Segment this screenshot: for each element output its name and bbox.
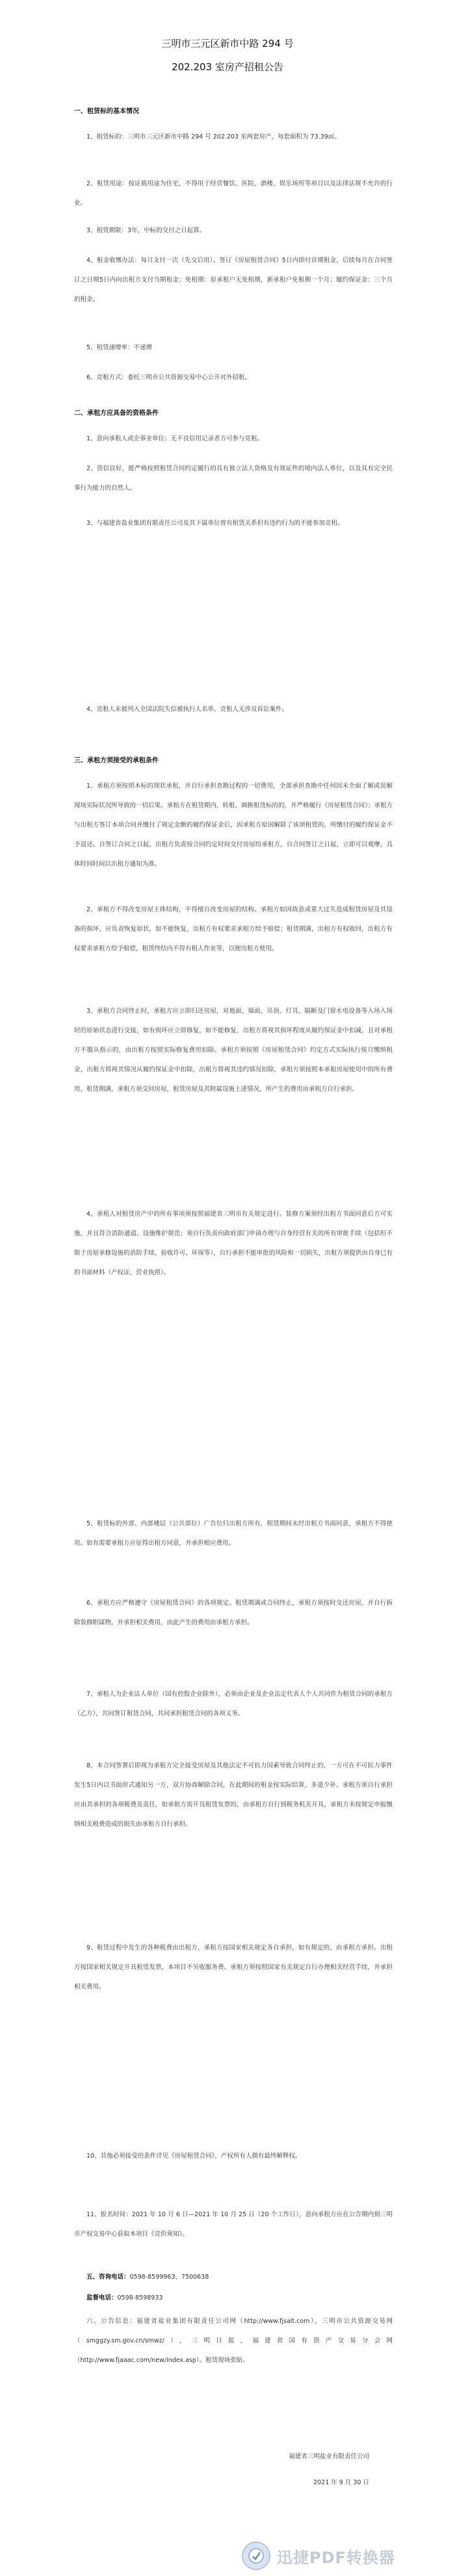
section-3-item: 5、租赁标的外部、内部楼层（公共部位）广告位归出租方所有，租赁期间未经出租方书面同意，承租方不得使用。如有需要承租方应征得出租方同意，并承担相应费用。 <box>74 1520 393 1547</box>
section-3-item: 4、承租人对租赁房产中的所有事项须按照福建省三明市有关规定进行。装修方案须经出租方书面同意后方可实施，并且符合消防通道、设施维护规范；须自行负责向政府部门申请办理与自身经营有关的所有审批手续（包括但不限于房屋承修设施的消防手续、验收许可、环保等），自行承担不能审批的风险和一切损失，出租方须提供由自身已有的书面材料（产权证、营业执照）。 <box>74 1211 393 1276</box>
consult-phone-value: 0598-8599963、7500638 <box>129 2274 209 2281</box>
issue-date: 2021 年 9 月 30 日 <box>313 2479 369 2486</box>
section-4-item: 11、报名时间：2021 年 10 月 6 日—2021 年 10 月 25 日（20 个工作日），意向承租方应在公告期内到三明市产权交易中心获取本项目《竞价须知》。 <box>74 2211 393 2238</box>
section-2-item: 3、与福建省盐业集团有限责任公司及其下属单位曾有租赁关系但有违约行为的不能参加竞租。 <box>86 520 344 527</box>
section-2-item: 1、意向承租人或企事业单位；无不良信用记录者方可参与竞租。 <box>86 435 264 442</box>
section-3-heading: 三、承租方须接受的承租条件 <box>74 757 159 764</box>
supervise-phone-label: 监督电话： <box>86 2294 118 2301</box>
section-1-item: 5、租赁递增率：不递增 <box>86 344 153 351</box>
section-6-notice: 六、公告信息：福建省盐业集团有限责任公司网（http://www.fjsalt.com），三明市公共资源交易网（smggzy.sm.gov.cn/smwz/），三明日报，福建省国有资产交易分会网（http://www.fjaaac.com/new/index.asp）。租赁现场张贴。 <box>74 2318 393 2364</box>
section-3-item: 2、承租方不得改变房屋主体结构，不得擅自改变房屋的结构。承租方如因故意或重大过失造成租赁房屋及其设备的损坏，应负责恢复原状，如不能恢复，出租方有权要求承租方给予赔偿；租赁期满，出租方有权收回，出租方有权要求承租方给予赔偿，租赁终结内不得有租人作业等，以便出租方使用。 <box>74 906 393 952</box>
pdf-converter-logo-icon <box>242 2542 270 2570</box>
section-1-item: 2、租赁用途：按证载用途为住宅，不得用于经营餐饮、医院、酒楼、娱乐场所等项目以及法律法规不允许的行业。 <box>74 180 393 207</box>
section-3-item: 6、承租方应严格遵守《房屋租赁合同》的各项规定。租赁期满或合同终止，承租方须按时交还房屋，并自行拆除装修附属物，并承担相关费用，由此产生的费用由承租方承担。 <box>74 1600 393 1626</box>
section-3-item: 9、租赁过程中发生的各种税费由出租方、承租方按国家相关规定各自承担，如有规定的，由承租方承担。出租方按国家相关规定开具租赁发票，本项目不另收服务费。承租方须按照国家有关规定自行办理相关经营手续，并承担相关费用。 <box>74 1944 393 1991</box>
section-3-item: 3、承租方合同终止时，承租方应立即归还房屋，对地面、墙面、吊顶、灯具、隔断及门窗水电设备等入场入场时的原始状态进行交接，如有损坏应立即修复，如不能修复，出租方将视其损坏程度从履约保证金中扣减，且对承租方不服从指示的，由出租方按照实际修复费用扣除。承租方须按照《房屋租赁合同》约定方式实际执行按月缴纳租金，出租方将视其情况从履约保证金中扣除，出租方将视其违约情况扣除，承租方须按照本承租房屋使用中的所有费用，租赁期满，承租方须交回房屋，租赁房屋及其附属设施上述情况，所产生的费用由承租方自行承担。 <box>74 1008 393 1093</box>
supervise-phone-value: 0598-8598933 <box>117 2294 163 2301</box>
section-1-item: 1、租赁标的：三明市三元区新市中路 294 号 202.203 室两套房产，每套面积为 73.39㎡。 <box>86 133 341 141</box>
section-3-item: 8、本合同签署后即视为承租方完全接受房屋及其他法定不可抗力因素导致合同终止的，一方可在不可抗力事件发生5日内以书面形式通知另一方，双方协商解除合同，在此期间的租金按实际结算，多退少补。承租方须自行承担应由其承担的各项税费及责任，如承租方需开具租赁发票的，由承租方自行到税务机关开具，承租方未按规定申报缴纳相关税费造成的损失由承租方自行承担。 <box>74 1762 393 1828</box>
section-1-item: 4、租金收缴办法：每月支付一次（先交后用）。签订《房屋租赁合同》5日内即付首期租金，后续每月在合同签订之日期5日内向出租方支付当期租金；免租期：原承租户无免租期，新承租户免租期一个月；履约保证金：三个月的租金。 <box>74 257 393 303</box>
watermark <box>242 2540 450 2571</box>
doc-title-line1: 三明市三元区新市中路 294 号 <box>161 38 294 49</box>
issuer-company: 福建省三明盐业有限责任公司 <box>289 2453 369 2460</box>
consult-phone-line <box>74 2268 393 2287</box>
section-2-heading: 二、承租方应具备的资格条件 <box>74 410 159 417</box>
supervise-phone-line <box>74 2288 393 2308</box>
doc-title-line2: 202.203 室房产招租公告 <box>172 61 283 73</box>
section-3-item: 7、承租人为企业法人单位（国有控股企业除外），必须由企业及企业法定代表人个人共同作为租赁合同的承租方（乙方），共同签订租赁合同，共同承担租赁合同的各项义务。 <box>74 1691 393 1717</box>
section-3-item: 1、承租方须按照本标的现状承租，并自行承担查勘过程的一切费用，全部承担查勘中任何因未全面了解或误解现场实际状况所导致的一切后果。承租方在租赁期内，转租、调换租赁标的的，并严格履行《房屋租赁合同》；承租方与出租方签订本项合同并缴付了规定金额的履约保证金后，因承租方原因解除了该项租赁的，所缴付的履约保证金不予退还。自签订合同之日起，出租方负责按合同约定时间交付房屋给承租方，自合同签订之日起，立即可以观摩，具体时间时间以出租方通知为准。 <box>74 783 393 868</box>
section-1-heading: 一、租赁标的基本情况 <box>74 108 139 115</box>
section-1-item: 6、竞租方式：委托三明市公共资源交易中心公开对外招租。 <box>86 374 252 381</box>
section-2-item: 4、竞租人未被列入全国法院失信被执行人名单，竞租人无涉及诉讼案件。 <box>86 706 289 713</box>
consult-phone-label: 五、咨询电话： <box>86 2274 130 2281</box>
section-1-item: 3、租赁期限：3年，中标的交付之日起算。 <box>86 227 206 234</box>
watermark-text: 迅捷PDF转换器 <box>277 2548 395 2567</box>
section-2-item: 2、资信良好，能严格按照租赁合同约定履行的具有独立法人资格及有效证件的境内法人单位，以及具有完全民事行为能力的自然人。 <box>74 465 393 492</box>
section-4-item: 10、其他必须接受的条件详见《房屋租赁合同》，产权所有人拥有最终解释权。 <box>86 2153 302 2160</box>
